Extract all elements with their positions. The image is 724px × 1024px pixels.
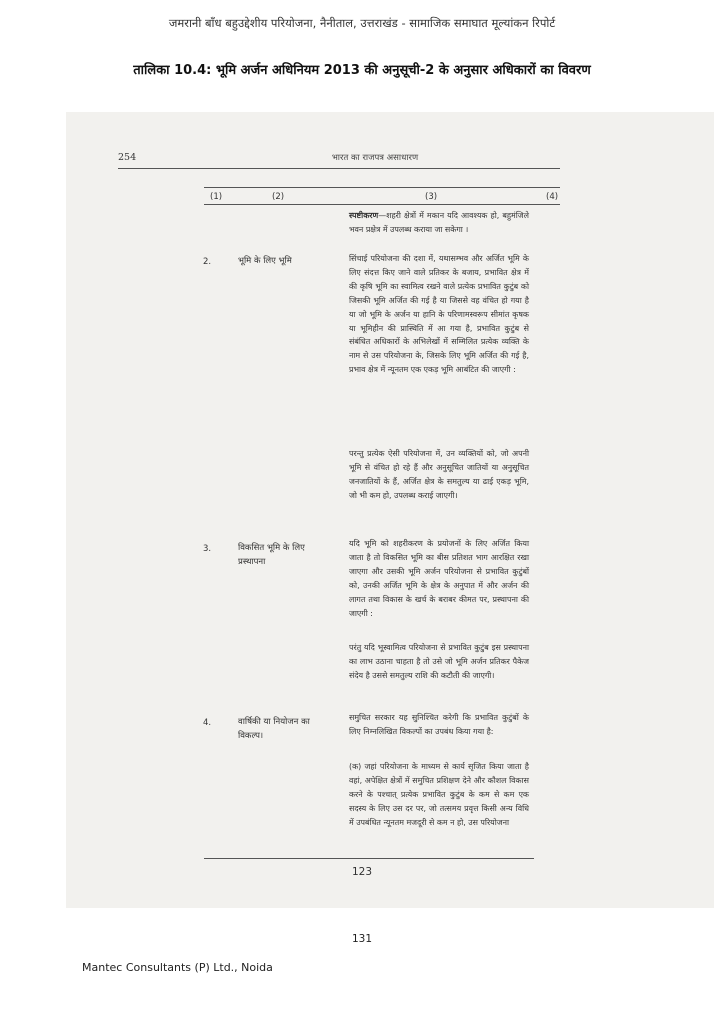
row-4-option-a: (क) जहां परियोजना के माध्यम से कार्य सृजित किया जाता है वहां, अपेक्षित क्षेत्रों में समुचित प्रशिक्षण देने और कौशल विकास करने के पश्चात् प्रत्येक प्रभावित कुटुंब के कम से कम एक सदस्य के लिए उस दर पर, जो तत्समय प्रवृत्त किसी अन्य विधि में उपबंधित न्यूनतम मजदूरी से कम न हो, उस परियोजना [349, 762, 529, 827]
row-4-text: समुचित सरकार यह सुनिश्चित करेगी कि प्रभावित कुटुंबों के लिए निम्नलिखित विकल्पों का उपबंध किया गया है: [349, 713, 529, 736]
col-header-2: (2) [272, 192, 285, 202]
row-3-label: विकसित भूमि के लिए प्रस्थापना [238, 543, 305, 567]
row-explanation-text [349, 209, 529, 237]
col-header-4: (4) [546, 192, 559, 202]
bottom-rule [204, 858, 534, 859]
row-4-number: 4. [203, 718, 212, 728]
header-rule-bottom [204, 204, 560, 205]
explanation-body: —शहरी क्षेत्रों में मकान यदि आवश्यक हो, बहुमंजिले भवन प्रक्षेत्र में उपलब्ध कराया जा सकेगा । [349, 211, 529, 234]
row-3-number: 3. [203, 544, 212, 554]
row-2-proviso: परन्तु प्रत्येक ऐसी परियोजना में, उन व्यक्तियों को, जो अपनी भूमि से वंचित हो रहे हैं और अनुसूचित जातियों या अनुसूचित जनजातियों के हैं, अर्जित क्षेत्र के समतुल्य या ढाई एकड़ भूमि, जो भी कम हो, उपलब्ध कराई जाएगी। [349, 449, 529, 500]
report-header: जमरानी बाँध बहुउद्देशीय परियोजना, नैनीताल, उत्तराखंड - सामाजिक समाघात मूल्यांकन रिपोर्ट [168, 16, 556, 30]
row-2-number: 2. [203, 257, 212, 267]
col-header-3: (3) [425, 192, 438, 202]
col-header-1: (1) [210, 192, 223, 202]
table-title: तालिका 10.4: भूमि अर्जन अधिनियम 2013 की अनुसूची-2 के अनुसार अधिकारों का विवरण [133, 63, 591, 78]
row-3-proviso: परंतु यदि भूस्वामित्व परियोजना से प्रभावित कुटुंब इस प्रस्थापना का लाभ उठाना चाहता है तो उसे जो भूमि अर्जन प्रतिकर पैकेज संदेय है उससे समतुल्य राशि की कटौती की जाएगी। [349, 643, 529, 680]
page-number: 131 [351, 933, 373, 945]
row-2-text: सिंचाई परियोजना की दशा में, यथासम्भव और अर्जित भूमि के लिए संदत्त किए जाने वाले प्रतिकर के बजाय, प्रभावित क्षेत्र में की कृषि भूमि का स्वामित्व रखने वाले प्रत्येक प्रभावित कुटुंब को जिसकी भूमि अर्जित की गई है या जिससे वह वंचित हो गया है या जो भूमि के अर्जन या हानि के परिणामस्वरूप सीमांत कृषक या भूमिहीन की प्रास्थिति में आ गया है, प्रभावित कुटुंब से संबंधित अधिकारों के अभिलेखों में सम्मिलित प्रत्येक व्यक्ति के नाम से उस परियोजना के, जिसके लिए भूमि अर्जित की गई है, प्रभाव क्षेत्र में न्यूनतम एक एकड़ भूमि आबंटित की जाएगी : [349, 254, 529, 375]
row-3-text: यदि भूमि को शहरीकरण के प्रयोजनों के लिए अर्जित किया जाता है तो विकसित भूमि का बीस प्रतिशत भाग आरक्षित रखा जाएगा और उसकी भूमि अर्जन परियोजना से प्रभावित कुटुंबों को, उनकी अर्जित भूमि के क्षेत्र के अनुपात में और अर्जन की लागत तथा विकास के खर्च के बराबर कीमत पर, प्रस्थापना की जाएगी : [349, 539, 529, 618]
row-2-label: भूमि के लिए भूमि [238, 256, 292, 266]
gazette-title: भारत का राजपत्र असाधारण [331, 153, 419, 163]
row-4-label: वार्षिकी या नियोजन का विकल्प। [238, 717, 310, 741]
header-rule-top [204, 187, 560, 188]
scan-page-number: 123 [351, 866, 373, 878]
top-rule [118, 168, 560, 169]
gazette-page-number: 254 [118, 152, 137, 163]
explanation-lead: स्पष्टीकरण [349, 211, 379, 220]
footer-company: Mantec Consultants (P) Ltd., Noida [82, 961, 273, 974]
